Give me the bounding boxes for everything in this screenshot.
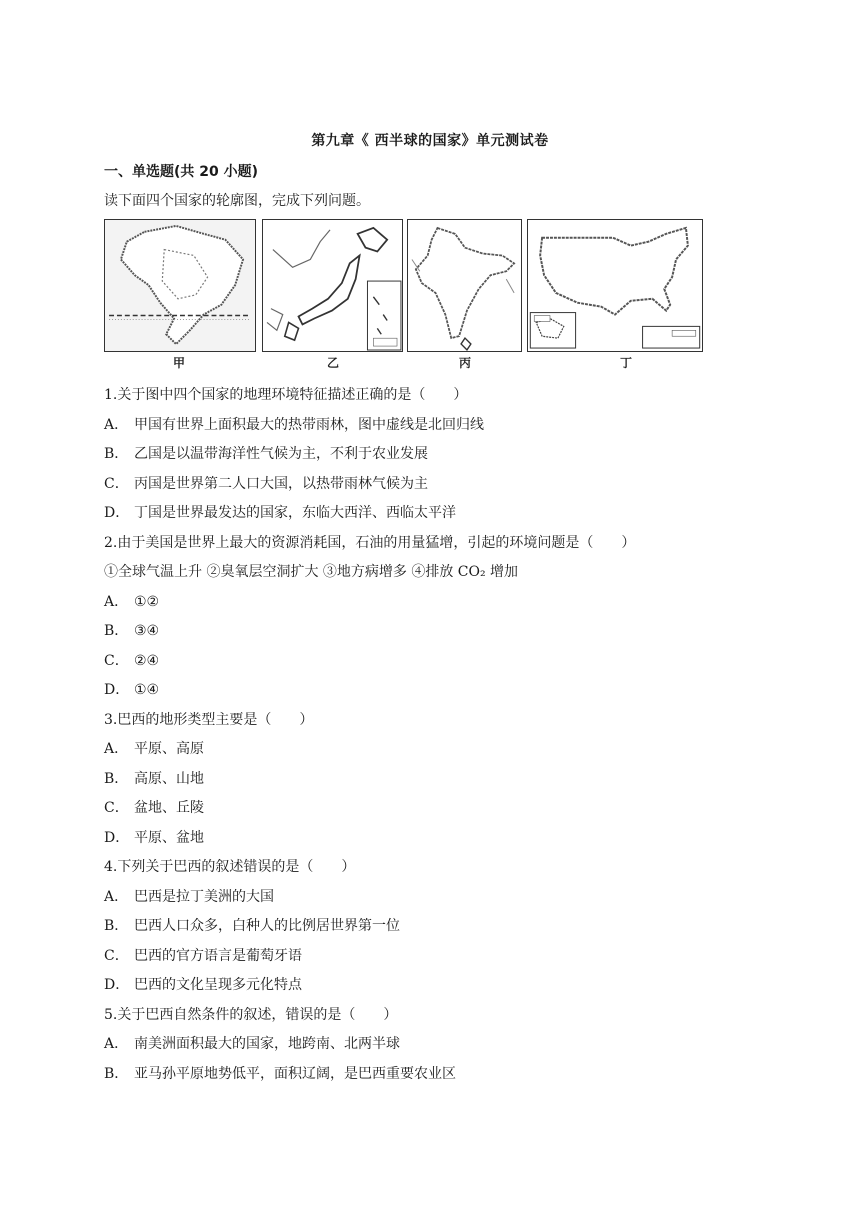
option-letter: A． [104,593,129,610]
option [104,499,764,529]
option-letter: C． [104,652,129,669]
option-text: 巴西的官方语言是葡萄牙语 [134,947,302,964]
map-brazil [104,219,256,352]
option [104,617,764,647]
option-text: 南美洲面积最大的国家，地跨南、北两半球 [134,1036,400,1052]
option-letter: D． [104,505,130,521]
document-title: 第九章《 西半球的国家》单元测试卷 [311,133,549,149]
option-letter: A． [104,888,129,905]
india-outline-image [408,220,521,351]
option [104,942,764,972]
option-text: ②④ [134,652,160,669]
option-text: 甲国有世界上面积最大的热带雨林，图中虚线是北回归线 [134,416,484,433]
option-letter: B． [104,918,129,934]
option-text: 丁国是世界最发达的国家，东临大西洋、西临太平洋 [134,505,456,521]
option-text: 巴西人口众多，白种人的比例居世界第一位 [134,918,400,934]
option-text: ①④ [134,682,160,698]
country-outline-maps [104,219,704,369]
map-usa [527,219,703,352]
option [104,470,764,500]
japan-outline-image [263,220,402,351]
map-label-ding: 丁 [619,356,632,370]
option-letter: B． [104,770,129,787]
option [104,735,764,765]
option-text: 巴西的文化呈现多元化特点 [134,977,302,993]
option-letter: D． [104,977,130,993]
question-stem: 5.关于巴西自然条件的叙述，错误的是（ ） [104,1006,398,1023]
option [104,883,764,913]
option-letter: C． [104,947,129,964]
option [104,676,764,706]
option-text: 丙国是世界第二人口大国，以热带雨林气候为主 [134,475,428,492]
section-heading: 一、单选题(共 20 小题) [104,164,259,180]
map-label-jia: 甲 [172,356,185,370]
question-stem: 2.由于美国是世界上最大的资源消耗国，石油的用量猛增，引起的环境问题是（ ） [104,534,636,551]
option [104,971,764,1001]
option [104,1030,764,1060]
option-text: 平原、盆地 [134,829,204,846]
usa-outline-image [528,220,702,351]
option-text: ①② [134,593,160,610]
option-letter: B． [104,446,129,462]
option [104,1060,764,1090]
option-letter: A． [104,1036,129,1052]
option [104,912,764,942]
option-letter: B． [104,623,129,639]
option-letter: D． [104,829,130,846]
option-text: 乙国是以温带海洋性气候为主，不利于农业发展 [134,446,428,462]
question-list [104,381,764,1089]
option [104,647,764,677]
option [104,765,764,795]
option [104,794,764,824]
option [104,588,764,618]
option-letter: C． [104,475,129,492]
question-sub-items: ①全球气温上升 ②臭氧层空洞扩大 ③地方病增多 ④排放 CO₂ 增加 [104,564,519,580]
map-label-bing: 丙 [458,356,471,370]
brazil-outline-image [105,220,255,351]
option [104,440,764,470]
question-stem: 3.巴西的地形类型主要是（ ） [104,711,314,728]
question-stem: 4.下列关于巴西的叙述错误的是（ ） [104,859,356,875]
map-japan [262,219,403,352]
option-text: 盆地、丘陵 [134,800,204,816]
option-text: 高原、山地 [134,770,204,787]
option [104,824,764,854]
option [104,411,764,441]
option-text: ③④ [134,623,160,639]
option-text: 平原、高原 [134,741,204,757]
reading-intro: 读下面四个国家的轮廓图，完成下列问题。 [104,193,370,209]
map-india [407,219,522,352]
option-text: 亚马孙平原地势低平，面积辽阔，是巴西重要农业区 [134,1065,456,1082]
option-letter: D． [104,682,130,698]
option-letter: A． [104,416,129,433]
map-label-yi: 乙 [326,356,339,370]
option-letter: B． [104,1065,129,1082]
option-text: 巴西是拉丁美洲的大国 [134,888,274,905]
question-stem: 1.关于图中四个国家的地理环境特征描述正确的是（ ） [104,387,468,403]
option-letter: A． [104,741,129,757]
option-letter: C． [104,800,129,816]
